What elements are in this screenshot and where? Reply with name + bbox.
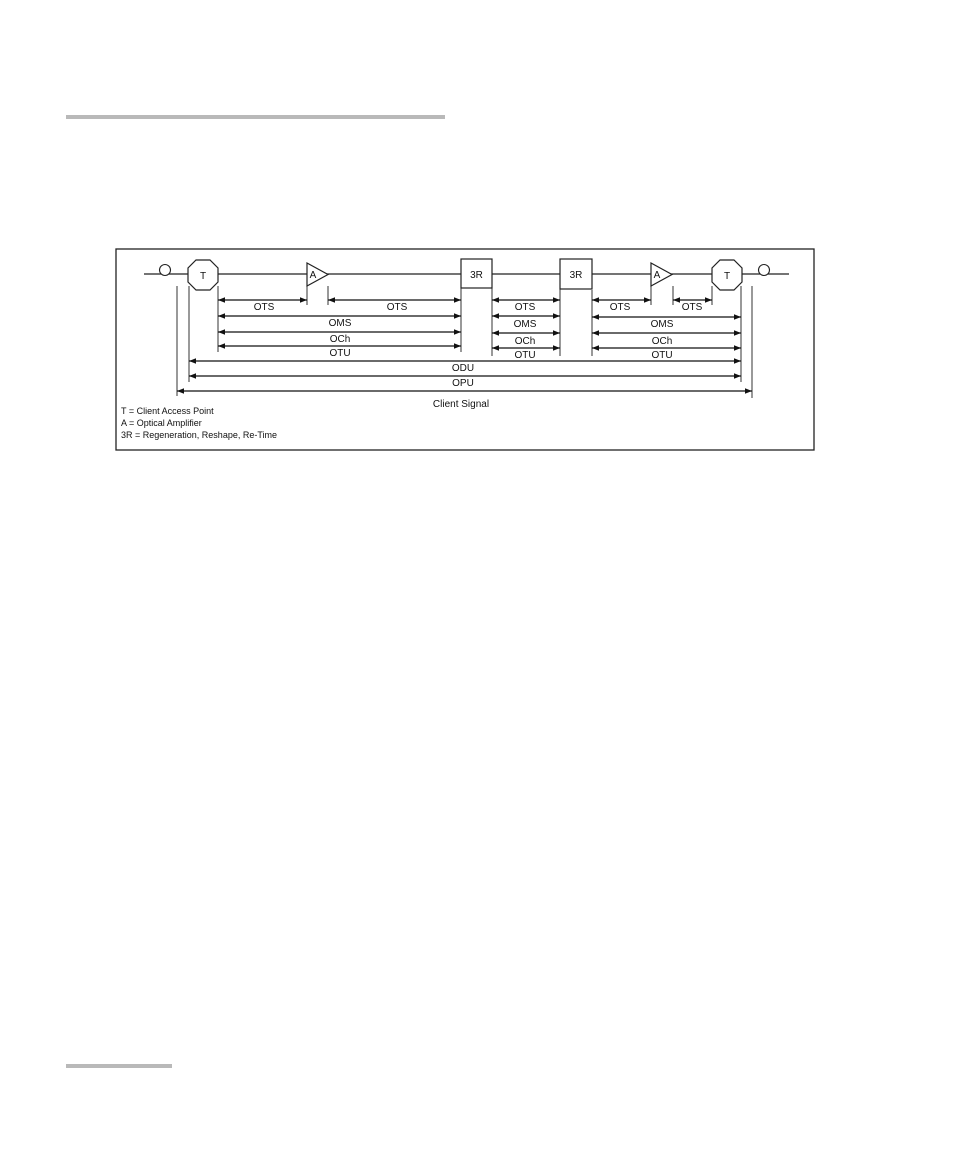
span-label: OMS [650, 319, 674, 330]
span-label: OCh [651, 336, 673, 347]
span-label: OTU [514, 350, 536, 361]
client-signal-label: Client Signal [432, 399, 490, 410]
legend-item: A = Optical Amplifier [121, 418, 202, 428]
regenerator-left [461, 259, 492, 288]
span-label: OTS [609, 302, 631, 313]
node-label: A [653, 270, 661, 281]
span-label: OTS [681, 302, 703, 313]
client-access-point-left [188, 260, 218, 290]
span-label: OTU [329, 348, 351, 359]
span-label: OTU [651, 350, 673, 361]
node-label: T [199, 271, 207, 282]
client-port-left-icon [160, 265, 171, 276]
span-label: OMS [513, 319, 537, 330]
client-port-right-icon [759, 265, 770, 276]
node-label: 3R [470, 270, 483, 281]
span-label: OTS [514, 302, 536, 313]
legend-item: T = Client Access Point [121, 406, 214, 416]
legend-item: 3R = Regeneration, Reshape, Re-Time [121, 430, 277, 440]
node-label: 3R [569, 270, 583, 281]
span-label: OTS [253, 302, 275, 313]
regenerator-right [560, 259, 592, 289]
client-access-point-right [712, 260, 742, 290]
opu-label: OPU [452, 378, 474, 389]
node-label: A [309, 270, 317, 281]
span-label: OCh [329, 334, 351, 345]
span-label: OMS [328, 318, 352, 329]
odu-label: ODU [451, 363, 475, 374]
node-label: T [723, 271, 731, 282]
span-label: OCh [514, 336, 536, 347]
span-label: OTS [386, 302, 408, 313]
